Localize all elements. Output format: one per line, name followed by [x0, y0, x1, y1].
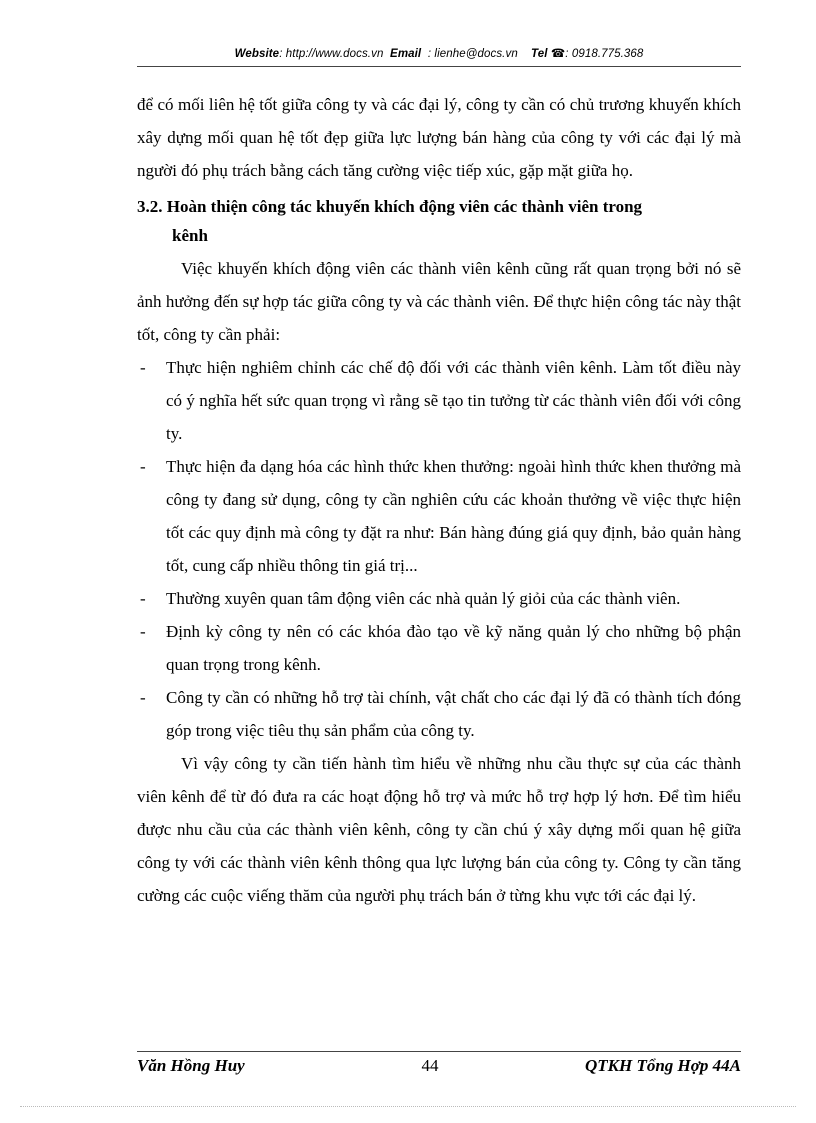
paragraph-conclusion: Vì vậy công ty cần tiến hành tìm hiểu về những nhu cầu thực sự của các thành viên kênh để từ đó đưa ra các hoạt động hỗ trợ và mức hỗ trợ hợp lý hơn. Để tìm hiểu được nhu cầu của các thành viên kênh, công ty cần chú ý xây dựng mối quan hệ giữa công ty với các thành viên kênh thông qua lực lượng bán của công ty. Công ty cần tăng cường các cuộc viếng thăm của người phụ trách bán ở từng khu vực tới các đại lý. [137, 754, 741, 905]
list-item [137, 351, 741, 450]
paragraph-motivation: Việc khuyến khích động viên các thành viên kênh cũng rất quan trọng bởi nó sẽ ảnh hưởng đến sự hợp tác giữa công ty và các thành viên. Để thực hiện công tác này thật tốt, công ty cần phải: [137, 259, 741, 344]
bullet-marker: - [140, 622, 146, 641]
list-item-text: Thường xuyên quan tâm động viên các nhà quản lý giỏi của các thành viên. [166, 589, 681, 608]
list-item [137, 450, 741, 582]
email-value: : lienhe@docs.vn [427, 48, 518, 60]
footer-divider [137, 1051, 741, 1052]
telephone-icon: ☎ [550, 48, 566, 60]
list-item-text: Thực hiện nghiêm chỉnh các chế độ đối với các thành viên kênh. Làm tốt điều này có ý nghĩa hết sức quan trọng vì rằng sẽ tạo tin tưởng từ các thành viên đối với công ty. [166, 358, 741, 443]
email-label: Email [390, 48, 422, 60]
bullet-marker: - [140, 589, 146, 608]
website-label: Website [234, 48, 280, 60]
section-heading-line1: 3.2. Hoàn thiện công tác khuyến khích động viên các thành viên trong [137, 197, 643, 216]
list-item [137, 582, 741, 615]
page-edge-divider [20, 1106, 796, 1107]
bullet-marker: - [140, 457, 146, 476]
header-divider [137, 66, 741, 67]
footer-author: Văn Hồng Huy [137, 1056, 245, 1075]
page-number: 44 [421, 1056, 439, 1075]
section-heading-line2: kênh [172, 226, 208, 245]
footer-class: QTKH Tổng Hợp 44A [585, 1056, 741, 1075]
tel-label: Tel [531, 48, 548, 60]
document-body [137, 88, 741, 912]
list-item [137, 615, 741, 681]
tel-value: : 0918.775.368 [565, 48, 644, 60]
paragraph-intro: để có mối liên hệ tốt giữa công ty và các đại lý, công ty cần có chủ trương khuyến khích xây dựng mối quan hệ tốt đẹp giữa lực lượng bán hàng của công ty với các đại lý mà người đó phụ trách bằng cách tăng cường việc tiếp xúc, gặp mặt giữa họ. [137, 95, 741, 180]
list-item-text: Định kỳ công ty nên có các khóa đào tạo về kỹ năng quản lý cho những bộ phận quan trọng trong kênh. [166, 622, 741, 674]
website-value: : http://www.docs.vn [279, 48, 384, 60]
list-item-text: Thực hiện đa dạng hóa các hình thức khen thưởng: ngoài hình thức khen thưởng mà công ty đang sử dụng, công ty cần nghiên cứu các khoản thưởng về việc thực hiện tốt các quy định mà công ty đặt ra như: Bán hàng đúng giá quy định, bảo quản hàng tốt, cung cấp nhiều thông tin giá trị... [166, 457, 741, 575]
bullet-marker: - [140, 358, 146, 377]
page-header [137, 46, 741, 60]
bullet-marker: - [140, 688, 146, 707]
list-item-text: Công ty cần có những hỗ trợ tài chính, vật chất cho các đại lý đã có thành tích đóng góp trong việc tiêu thụ sản phẩm của công ty. [166, 688, 741, 740]
section-heading [137, 192, 741, 250]
list-item [137, 681, 741, 747]
